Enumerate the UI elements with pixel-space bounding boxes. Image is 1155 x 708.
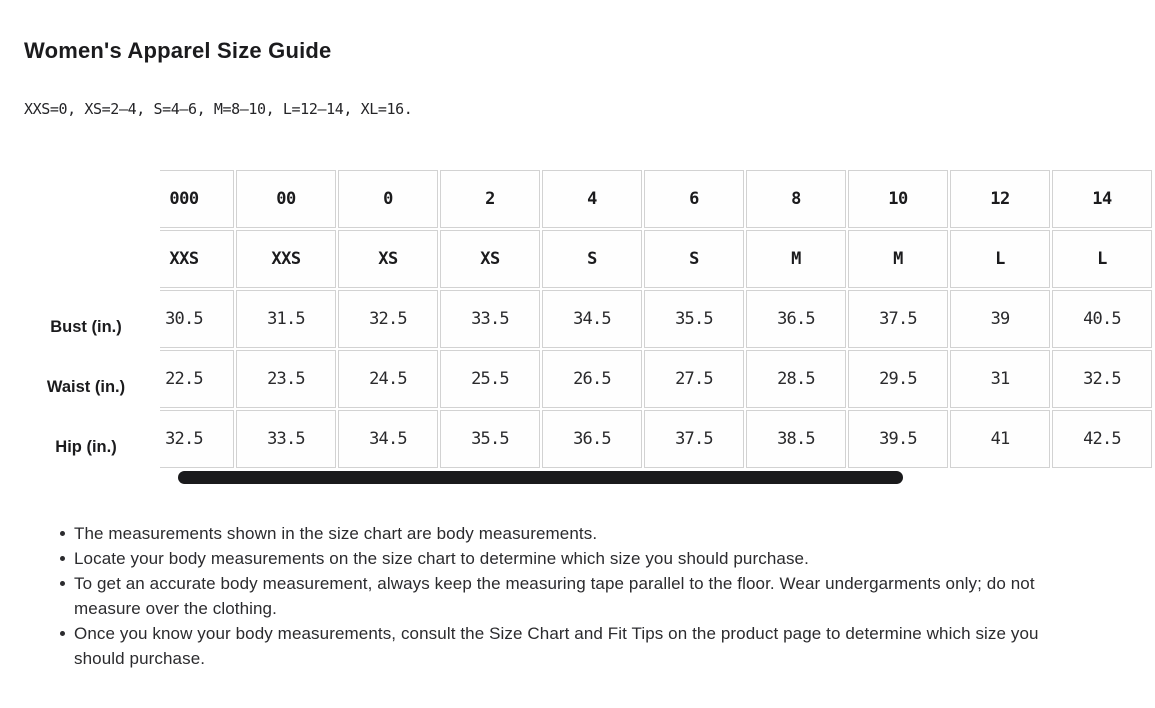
horizontal-scrollbar-thumb[interactable] xyxy=(178,471,903,484)
row-label-bust: Bust (in.) xyxy=(50,318,122,336)
measurement-cell: 37.5 xyxy=(848,290,948,348)
notes-list xyxy=(56,521,1056,671)
measurement-cell: 31.5 xyxy=(236,290,336,348)
measurement-cell: 42.5 xyxy=(1052,410,1152,468)
size-header-cell: XXS xyxy=(160,230,234,288)
row-label-waist: Waist (in.) xyxy=(46,378,126,396)
measurement-cell: 27.5 xyxy=(644,350,744,408)
page-title: Women's Apparel Size Guide xyxy=(24,38,332,63)
size-header-cell: XXS xyxy=(236,230,336,288)
size-header-cell: 2 xyxy=(440,170,540,228)
size-key-text: XXS=0, XS=2–4, S=4–6, M=8–10, L=12–14, XL=16. xyxy=(24,100,413,118)
horizontal-scrollbar-track[interactable] xyxy=(160,470,1155,485)
measurement-cell: 23.5 xyxy=(236,350,336,408)
size-header-cell: XS xyxy=(440,230,540,288)
measurement-cell: 38.5 xyxy=(746,410,846,468)
size-header-cell: 10 xyxy=(848,170,948,228)
measurement-cell: 31 xyxy=(950,350,1050,408)
measurement-cell: 40.5 xyxy=(1052,290,1152,348)
note-item: The measurements shown in the size chart are body measurements. xyxy=(56,521,1054,546)
size-header-cell: 12 xyxy=(950,170,1050,228)
measurement-cell: 24.5 xyxy=(338,350,438,408)
size-header-cell: 8 xyxy=(746,170,846,228)
measurement-cell: 36.5 xyxy=(746,290,846,348)
size-header-cell: M xyxy=(848,230,948,288)
size-header-cell: 6 xyxy=(644,170,744,228)
measurement-cell: 34.5 xyxy=(542,290,642,348)
size-table xyxy=(160,168,1154,470)
measurement-cell: 35.5 xyxy=(440,410,540,468)
measurement-cell: 39.5 xyxy=(848,410,948,468)
numeric-size-row xyxy=(160,170,1152,228)
size-header-cell: 14 xyxy=(1052,170,1152,228)
note-item: To get an accurate body measurement, always keep the measuring tape parallel to the floor. Wear undergarments only; do not measure over the clothing. xyxy=(56,571,1054,621)
size-header-cell: M xyxy=(746,230,846,288)
row-label-hip: Hip (in.) xyxy=(55,438,117,456)
size-header-cell: 4 xyxy=(542,170,642,228)
measurement-cell: 25.5 xyxy=(440,350,540,408)
measurement-cell: 32.5 xyxy=(1052,350,1152,408)
measurement-cell: 28.5 xyxy=(746,350,846,408)
measurement-cell: 32.5 xyxy=(160,410,234,468)
measurement-cell: 26.5 xyxy=(542,350,642,408)
measurement-row xyxy=(160,290,1152,348)
size-table-scroll-area[interactable] xyxy=(160,168,1155,470)
size-header-cell: 0 xyxy=(338,170,438,228)
measurement-cell: 30.5 xyxy=(160,290,234,348)
size-header-cell: S xyxy=(644,230,744,288)
size-header-cell: 00 xyxy=(236,170,336,228)
measurement-cell: 29.5 xyxy=(848,350,948,408)
size-header-cell: L xyxy=(950,230,1050,288)
size-table-body xyxy=(160,170,1152,468)
measurement-cell: 41 xyxy=(950,410,1050,468)
size-header-cell: XS xyxy=(338,230,438,288)
measurement-row xyxy=(160,410,1152,468)
note-item: Locate your body measurements on the size chart to determine which size you should purchase. xyxy=(56,546,1054,571)
measurement-cell: 39 xyxy=(950,290,1050,348)
size-header-cell: 000 xyxy=(160,170,234,228)
measurement-cell: 35.5 xyxy=(644,290,744,348)
measurement-cell: 36.5 xyxy=(542,410,642,468)
measurement-cell: 33.5 xyxy=(236,410,336,468)
measurement-cell: 22.5 xyxy=(160,350,234,408)
measurement-cell: 37.5 xyxy=(644,410,744,468)
measurement-cell: 33.5 xyxy=(440,290,540,348)
size-header-cell: L xyxy=(1052,230,1152,288)
size-header-cell: S xyxy=(542,230,642,288)
measurement-cell: 32.5 xyxy=(338,290,438,348)
note-item: Once you know your body measurements, consult the Size Chart and Fit Tips on the product page to determine which size you should purchase. xyxy=(56,621,1054,671)
alpha-size-row xyxy=(160,230,1152,288)
measurement-cell: 34.5 xyxy=(338,410,438,468)
measurement-row xyxy=(160,350,1152,408)
